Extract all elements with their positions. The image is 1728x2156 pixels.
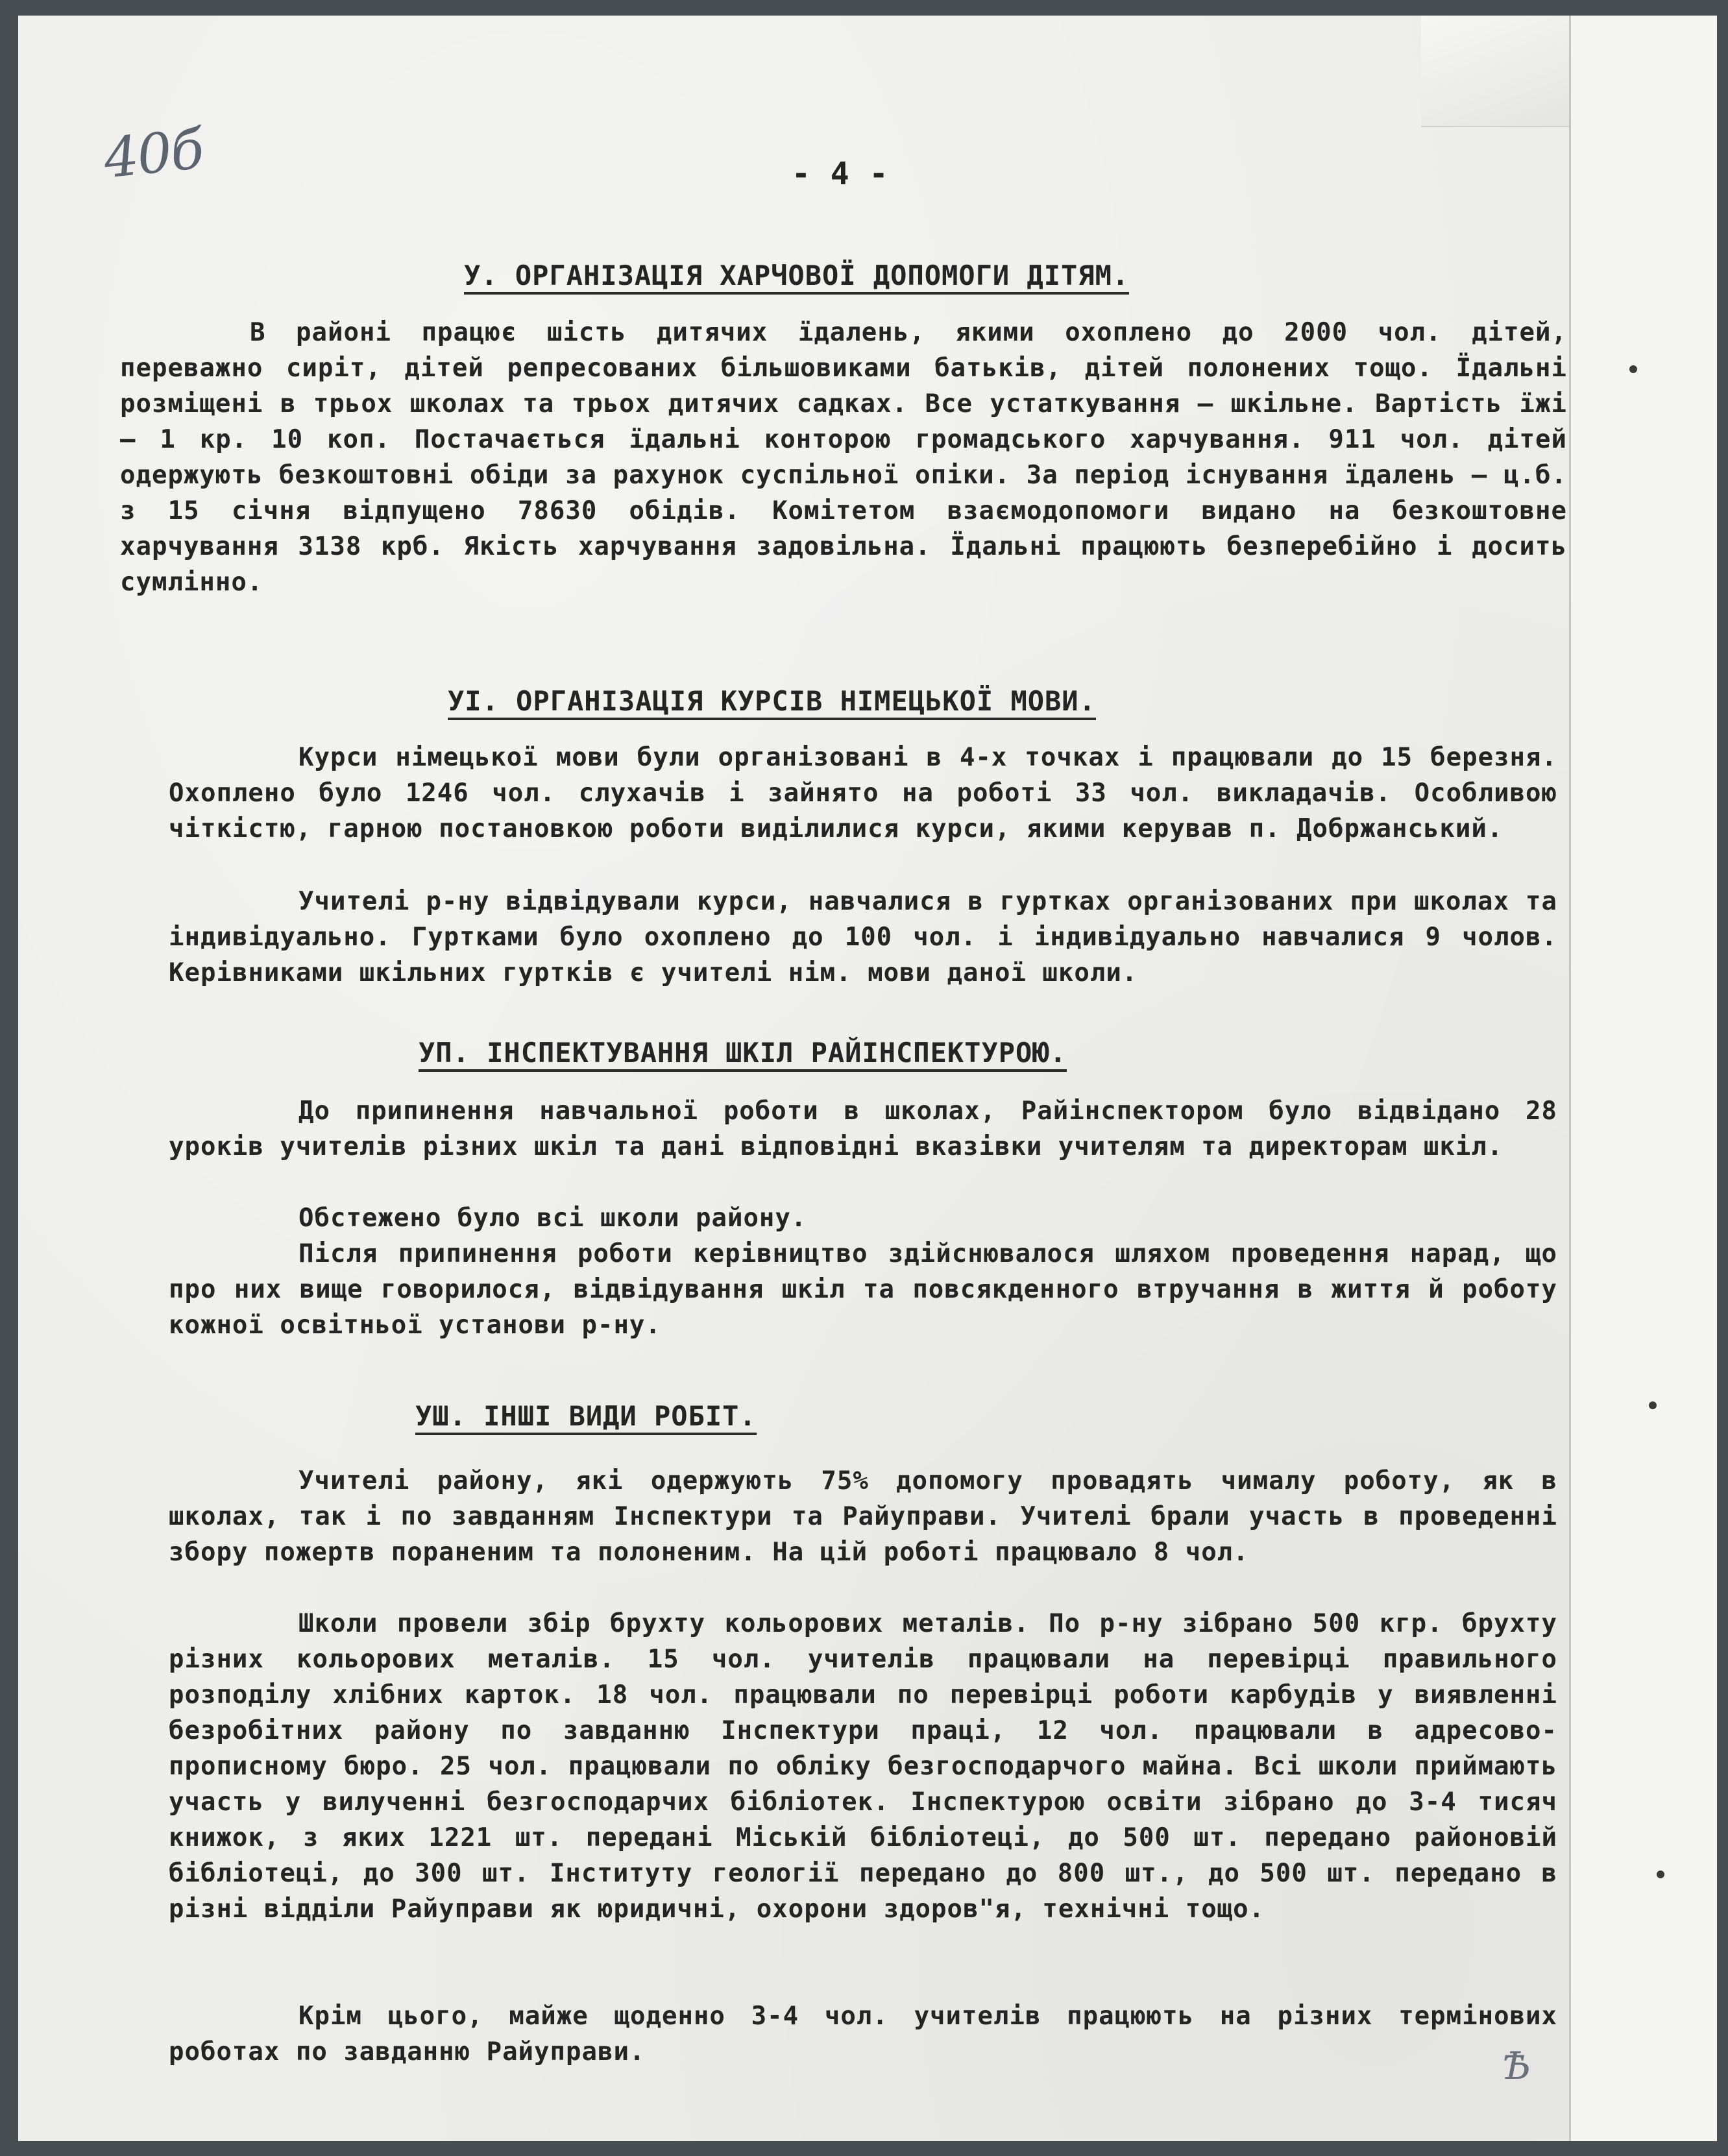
section-8-paragraph-2: Школи провели збір брухту кольорових металів. По р-ну зібрано 500 кгр. брухту різних кольорових металів. 15 чол. учителів працювали на перевірці правильного розподілу хлібних карток. 18 чол. працювали по перевірці роботи карбудів у виявленні безробітних району по завданню Інспектури праці, 12 чол. працювали в адресово-прописному бюро. 25 чол. працювали по обліку безгосподарчого майна. Всі школи приймають участь у вилученні безгосподарчих бібліотек. Інспектурою освіти зібрано до 3-4 тисяч книжок, з яких 1221 шт. передані Міській бібліотеці, до 500 шт. передано районовій бібліотеці, до 300 шт. Інституту геології передано до 800 шт., до 500 шт. передано в різні відділи Райуправи як юридичні, охорони здоров"я, технічні тощо. [169, 1609, 1557, 1924]
section-heading-8: УШ. ІНШІ ВИДИ РОБІТ. [415, 1401, 757, 1435]
binder-hole-3 [1657, 1871, 1664, 1878]
section-8-paragraph-1: Учителі району, які одержують 75% допомогу провадять чималу роботу, як в школах, так і по завданням Інспектури та Райуправи. Учителі брали участь в проведенні збору пожертв пораненим та полоненим. На цій роботі працювало 8 чол. [169, 1466, 1557, 1567]
section-heading-6: УІ. ОРГАНІЗАЦІЯ КУРСІВ НІМЕЦЬКОЇ МОВИ. [448, 686, 1096, 720]
binder-hole-1 [1629, 365, 1637, 373]
page-number: - 4 - [792, 156, 889, 192]
section-8-paragraph-3: Крім цього, майже щоденно 3-4 чол. учителів працюють на різних термінових роботах по завданню Райуправи. [169, 2002, 1557, 2066]
folded-corner [1421, 16, 1569, 127]
section-6-paragraph-1: Курси німецької мови були організовані в 4-х точках і працювали до 15 березня. Охоплено було 1246 чол. слухачів і зайнято на роботі 33 чол. викладачів. Особливою чіткістю, гарною постановкою роботи виділилися курси, якими керував п. Добржанський. [169, 743, 1557, 843]
section-heading-5: У. ОРГАНІЗАЦІЯ ХАРЧОВОЇ ДОПОМОГИ ДІТЯМ. [464, 261, 1129, 295]
underlying-sheet [1571, 16, 1717, 2141]
folio-note: 40б [101, 117, 206, 191]
section-7-paragraph-2: Обстежено було всі школи району. [298, 1204, 807, 1233]
section-6-paragraph-2: Учителі р-ну відвідували курси, навчалися в гуртках організованих при школах та індивідуально. Гуртками було охоплено до 100 чол. і індивідуально навчалися 9 чолов. Керівниками шкільних гуртків є учителі нім. мови даної школи. [169, 887, 1557, 987]
binder-hole-2 [1649, 1401, 1657, 1409]
section-7-paragraph-3: Після припинення роботи керівництво здійснювалося шляхом проведення нарад, що про них вище говорилося, відвідування шкіл та повсякденного втручання в життя й роботу кожної освітньої установи р-ну. [169, 1239, 1557, 1340]
section-heading-7: УП. ІНСПЕКТУВАННЯ ШКІЛ РАЙІНСПЕКТУРОЮ. [419, 1038, 1067, 1072]
section-5-paragraph-1: В районі працює шість дитячих їдалень, якими охоплено до 2000 чол. дітей, переважно сиріт, дітей репресованих більшовиками батьків, дітей полонених тощо. Їдальні розміщені в трьох школах та трьох дитячих садках. Все устаткування – шкільне. Вартість їжі – 1 кр. 10 коп. Постачається їдальні конторою громадського харчування. 911 чол. дітей одержують безкоштовні обіди за рахунок суспільної опіки. За період існування їдалень – ц.б. з 15 січня відпущено 78630 обідів. Комітетом взаємодопомоги видано на безкоштовне харчування 3138 крб. Якість харчування задовільна. Їдальні працюють безперебійно і досить сумлінно. [120, 318, 1567, 597]
margin-mark: Ѣ [1502, 2044, 1531, 2088]
section-7-paragraph-1: До припинення навчальної роботи в школах, Райінспектором було відвідано 28 уроків учителів різних шкіл та дані відповідні вказівки учителям та директорам шкіл. [169, 1096, 1557, 1161]
